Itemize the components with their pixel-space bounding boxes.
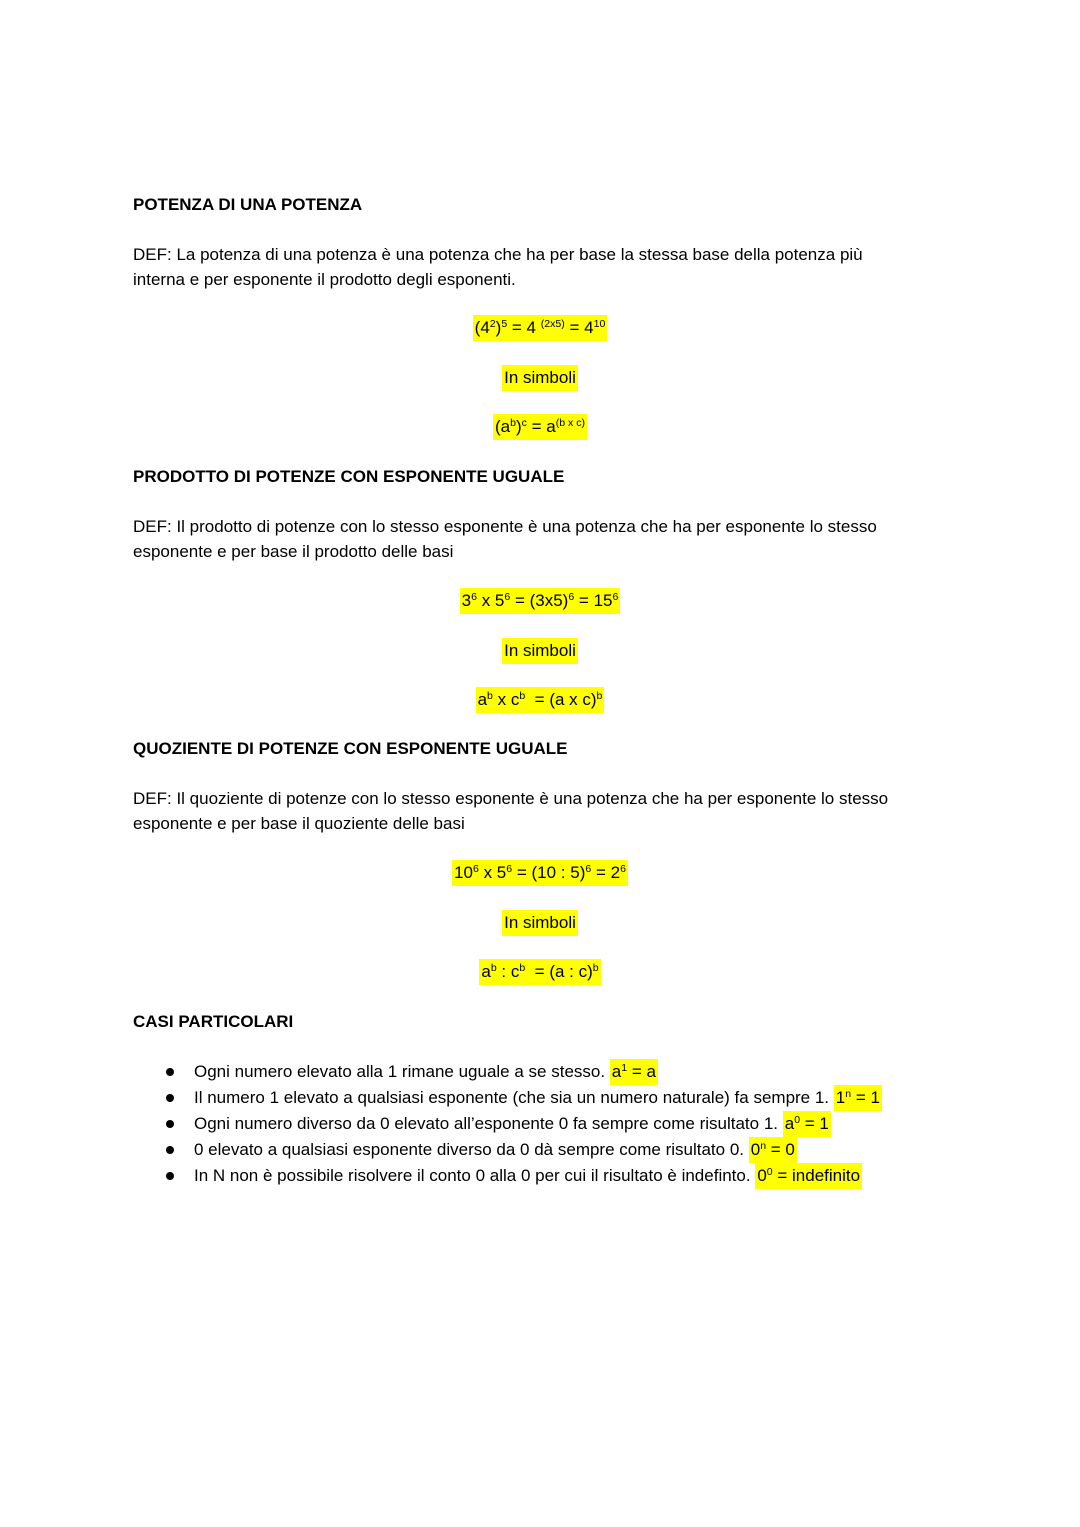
- list-item-text: Il numero 1 elevato a qualsiasi esponente (che sia un numero naturale) fa sempre 1.: [194, 1088, 834, 1107]
- list-item-text: In N non è possibile risolvere il conto 0 alla 0 per cui il risultato è indefinto.: [194, 1166, 756, 1185]
- formula-exponent: n: [760, 1140, 767, 1153]
- formula-base: = a: [526, 417, 556, 436]
- formula-exponent: b: [592, 962, 599, 975]
- symbols-label-row: [0, 365, 1080, 391]
- bullet-icon: [166, 1146, 174, 1154]
- formula-exponent: 6: [506, 863, 513, 876]
- formula-exponent: 10: [593, 318, 606, 331]
- formula-exponent: n: [845, 1088, 852, 1101]
- formula-exponent: (2x5): [540, 318, 565, 331]
- formula-rest: = indefinito: [772, 1166, 861, 1185]
- formula-base: x 5: [476, 591, 505, 610]
- formula-base: = 2: [591, 863, 621, 882]
- formula-rest: = 1: [800, 1114, 829, 1133]
- special-cases-list: [0, 1059, 1080, 1189]
- bullet-icon: [166, 1094, 174, 1102]
- highlight: [783, 1111, 831, 1137]
- formula-base: x 5: [478, 863, 507, 882]
- formula-exponent: 6: [473, 863, 479, 876]
- example-formula: [0, 860, 1080, 886]
- formula-base: ): [495, 318, 502, 337]
- formula-exponent: 6: [620, 863, 626, 876]
- formula-base: = (3x5): [510, 591, 569, 610]
- symbolic-formula: [0, 414, 1080, 440]
- formula-rest: = 0: [766, 1140, 795, 1159]
- formula-base: 1: [835, 1088, 846, 1107]
- highlight: [493, 414, 587, 440]
- symbols-label-text: In simboli: [504, 368, 576, 387]
- symbolic-formula: [0, 687, 1080, 713]
- definition-line: DEF: Il quoziente di potenze con lo stesso esponente è una potenza che ha per esponente lo stesso: [133, 789, 889, 808]
- symbols-label: [502, 910, 578, 936]
- formula-exponent: 1: [621, 1062, 628, 1075]
- formula-rest: = a: [627, 1062, 656, 1081]
- formula-exponent: (b x c): [555, 417, 586, 430]
- highlight: [452, 860, 628, 886]
- bullet-icon: [166, 1172, 174, 1180]
- formula-exponent: 0: [766, 1166, 773, 1179]
- formula-exponent: 5: [501, 318, 508, 331]
- formula-base: ): [515, 417, 522, 436]
- formula-base: = 15: [574, 591, 613, 610]
- formula-exponent: b: [519, 690, 526, 703]
- formula-base: a: [611, 1062, 622, 1081]
- symbols-label: [502, 365, 578, 391]
- list-item: [0, 1111, 1080, 1137]
- formula-base: a: [481, 962, 491, 981]
- formula-base: x c: [492, 690, 520, 709]
- section-heading: QUOZIENTE DI POTENZE CON ESPONENTE UGUALE: [133, 739, 568, 758]
- symbols-label-row: [0, 910, 1080, 936]
- formula-base: 10: [454, 863, 473, 882]
- example-formula: [0, 315, 1080, 341]
- formula-exponent: 6: [585, 863, 592, 876]
- formula-rest: = 1: [851, 1088, 880, 1107]
- section-heading: CASI PARTICOLARI: [133, 1012, 294, 1031]
- bullet-icon: [166, 1120, 174, 1128]
- highlight: [479, 959, 600, 985]
- formula-base: = (a : c): [525, 962, 593, 981]
- definition: [133, 786, 888, 836]
- symbols-label: [502, 638, 578, 664]
- formula-exponent: 0: [794, 1114, 801, 1127]
- formula-base: (4: [474, 318, 490, 337]
- formula-base: a: [477, 690, 488, 709]
- list-item-text: Ogni numero diverso da 0 elevato all’esponente 0 fa sempre come risultato 1.: [194, 1114, 783, 1133]
- formula-exponent: b: [596, 690, 603, 703]
- definition-line: esponente e per base il prodotto delle basi: [133, 542, 454, 561]
- formula-exponent: b: [487, 690, 493, 703]
- definition-line: DEF: Il prodotto di potenze con lo stesso esponente è una potenza che ha per esponente lo stesso: [133, 517, 877, 536]
- definition-line: DEF: La potenza di una potenza è una potenza che ha per base la stessa base della potenza più: [133, 245, 863, 264]
- section-heading: POTENZA DI UNA POTENZA: [133, 195, 363, 214]
- highlight: [610, 1059, 658, 1085]
- definition: [133, 242, 863, 292]
- highlight: [749, 1137, 797, 1163]
- formula-exponent: b: [519, 962, 526, 975]
- symbols-label-row: [0, 638, 1080, 664]
- formula-base: a: [784, 1114, 795, 1133]
- definition: [133, 514, 877, 564]
- formula-base: : c: [496, 962, 520, 981]
- formula-exponent: 6: [612, 591, 619, 604]
- list-item: [0, 1085, 1080, 1111]
- definition-line: interna e per esponente il prodotto degli esponenti.: [133, 270, 516, 289]
- list-item: [0, 1163, 1080, 1189]
- list-item-text: Ogni numero elevato alla 1 rimane uguale a se stesso.: [194, 1062, 610, 1081]
- highlight: [460, 588, 621, 614]
- highlight: [473, 315, 608, 341]
- formula-base: = 4: [564, 318, 594, 337]
- formula-exponent: 6: [471, 591, 477, 604]
- highlight: [834, 1085, 882, 1111]
- formula-exponent: 6: [568, 591, 575, 604]
- symbolic-formula: [0, 959, 1080, 985]
- list-item: [0, 1137, 1080, 1163]
- formula-exponent: b: [490, 962, 497, 975]
- formula-exponent: 6: [504, 591, 511, 604]
- list-item-text: 0 elevato a qualsiasi esponente diverso da 0 dà sempre come risultato 0.: [194, 1140, 749, 1159]
- formula-exponent: b: [510, 417, 516, 430]
- highlight: [476, 687, 605, 713]
- formula-base: (a: [494, 417, 511, 436]
- symbols-label-text: In simboli: [504, 641, 576, 660]
- bullet-icon: [166, 1068, 174, 1076]
- symbols-label-text: In simboli: [504, 913, 576, 932]
- formula-exponent: c: [521, 417, 527, 430]
- formula-base: = 4: [507, 318, 541, 337]
- formula-base: 3: [461, 591, 472, 610]
- definition-line: esponente e per base il quoziente delle basi: [133, 814, 465, 833]
- highlight: [755, 1163, 862, 1189]
- formula-base: = (10 : 5): [512, 863, 586, 882]
- formula-base: 0: [750, 1140, 761, 1159]
- formula-exponent: 2: [489, 318, 496, 331]
- list-item: [0, 1059, 1080, 1085]
- section-heading: PRODOTTO DI POTENZE CON ESPONENTE UGUALE: [133, 467, 565, 486]
- formula-base: 0: [757, 1166, 767, 1185]
- formula-base: = (a x c): [525, 690, 597, 709]
- example-formula: [0, 588, 1080, 614]
